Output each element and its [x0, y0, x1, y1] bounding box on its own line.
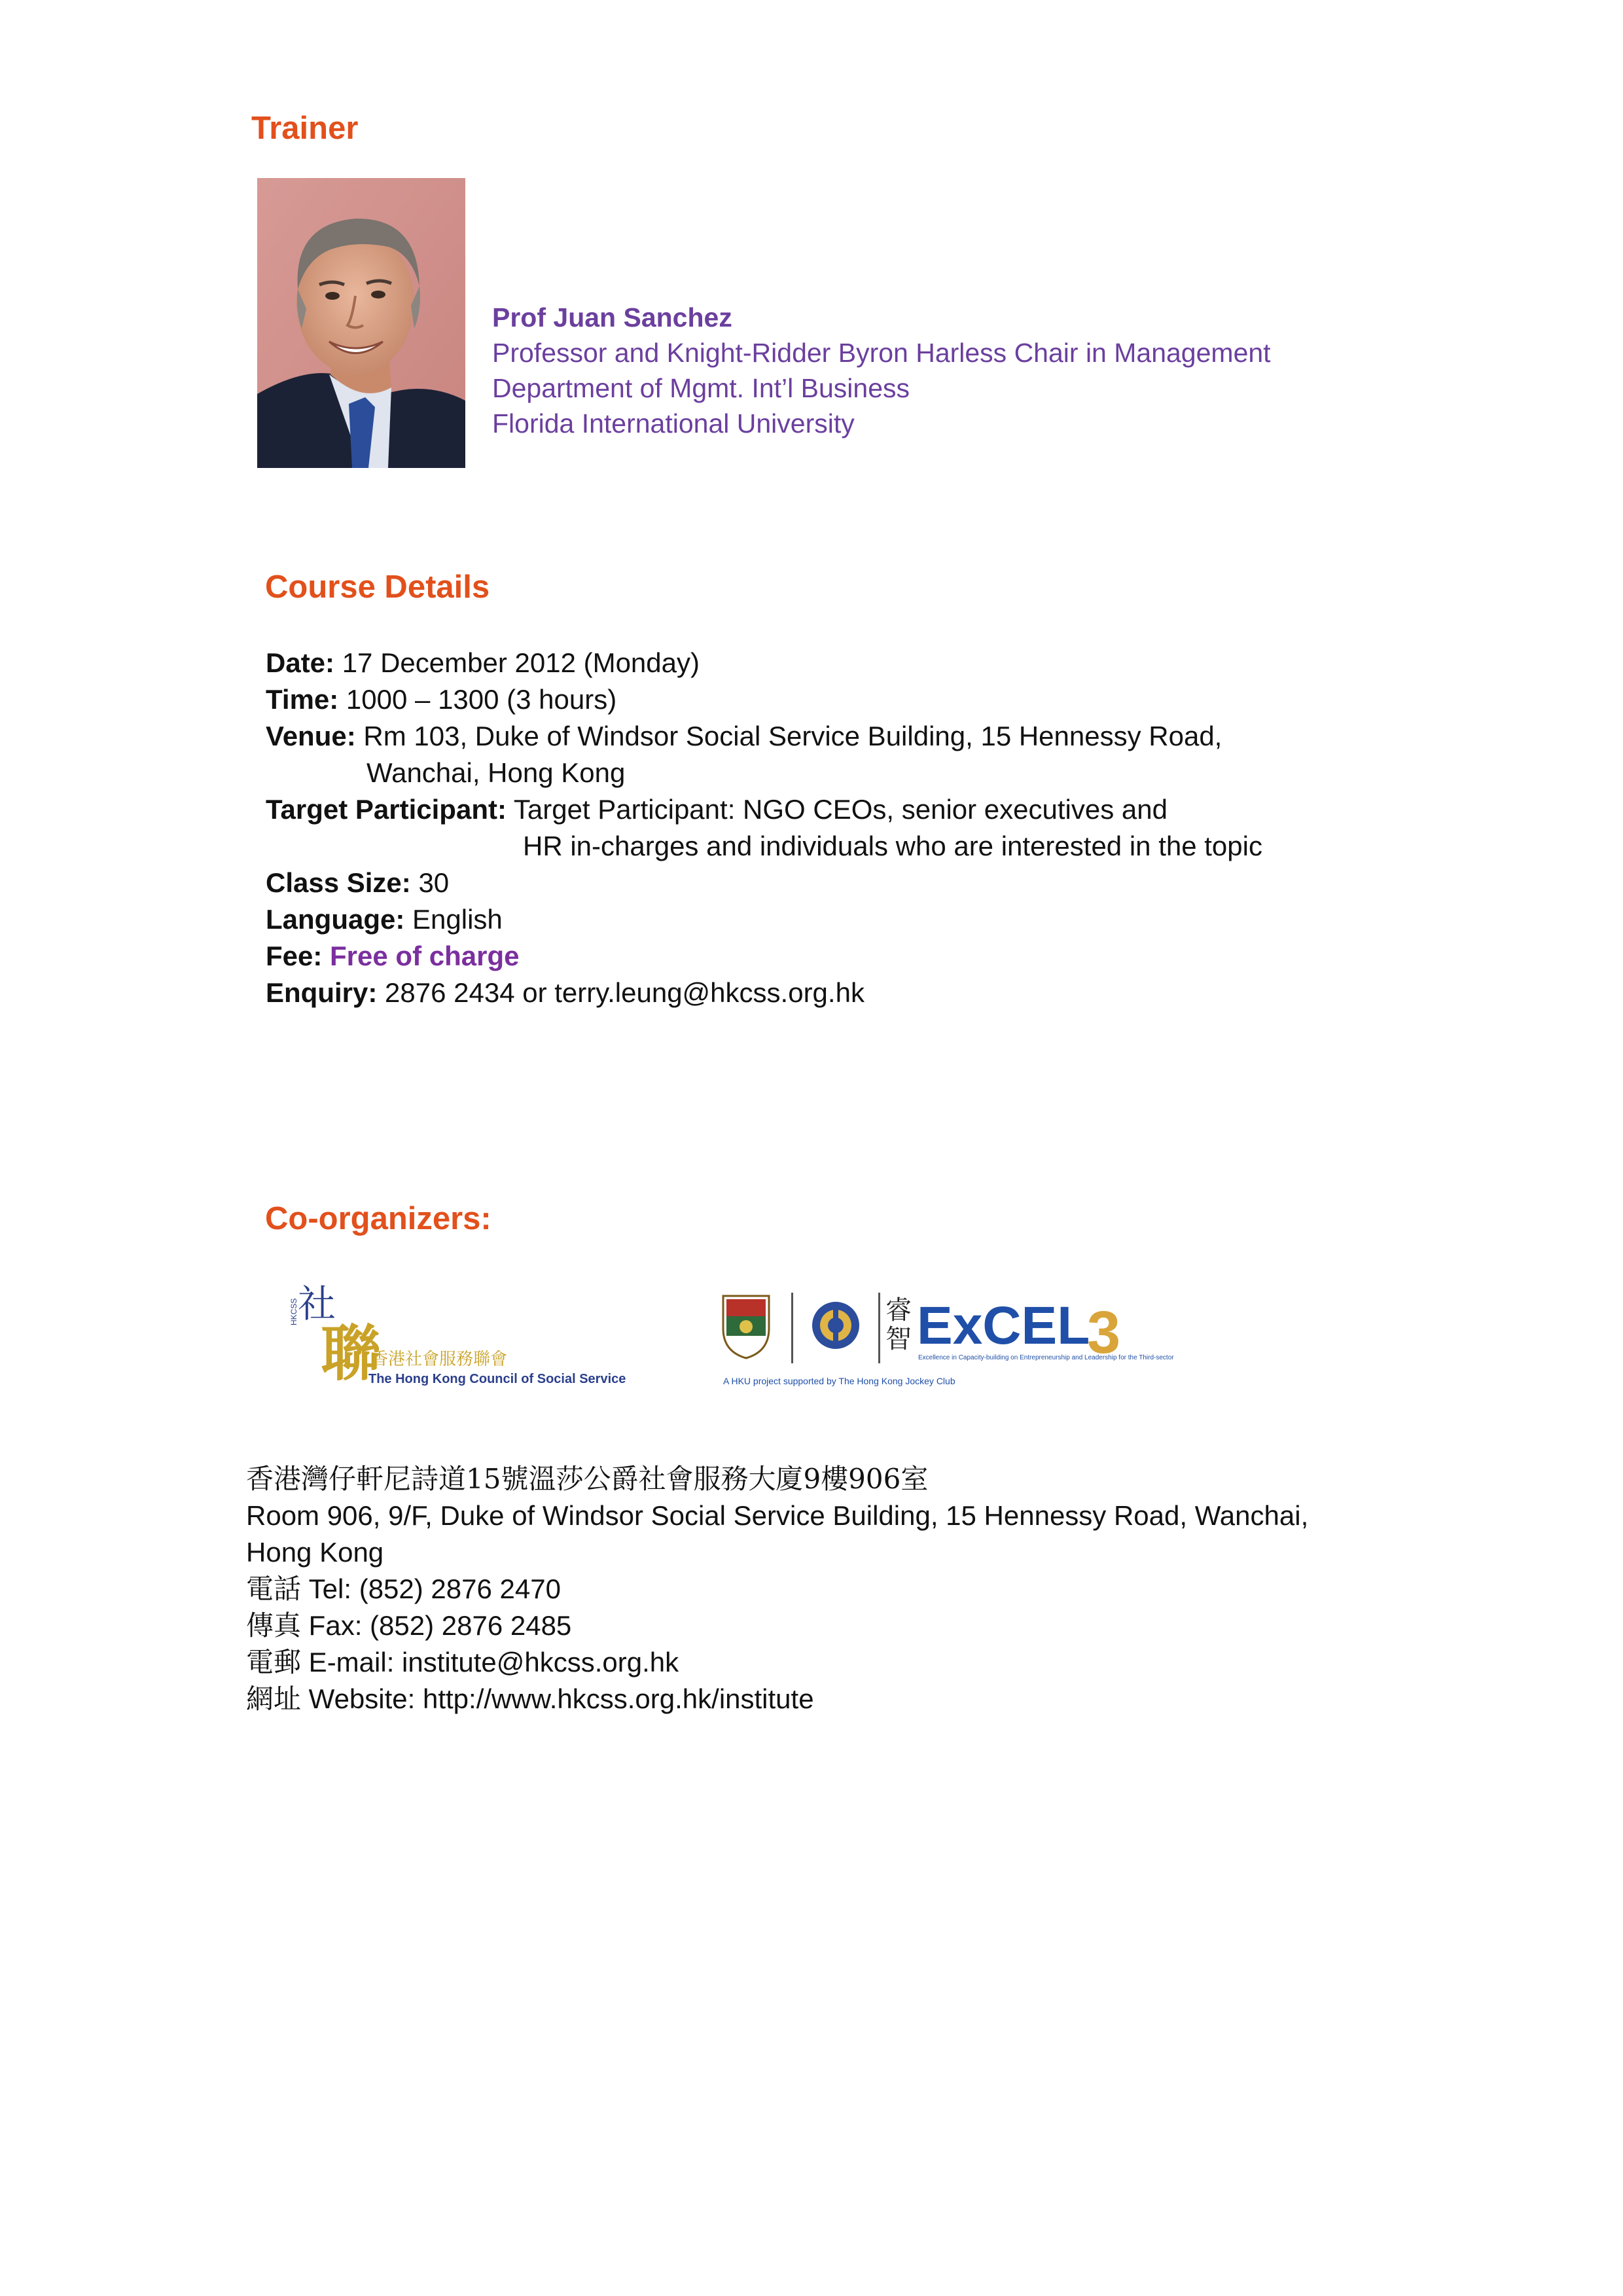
hkcss-logo-chinese: 香港社會服務聯會 [371, 1350, 508, 1369]
trainer-university: Florida International University [492, 408, 855, 439]
excel-logo-chinese-2: 智 [885, 1324, 912, 1354]
course-venue [266, 718, 1222, 755]
logo-divider-2 [878, 1293, 880, 1363]
date-label: Date: [266, 647, 335, 678]
target-value-continued: HR in-charges and individuals who are interested in the topic [523, 831, 1262, 861]
contact-email [246, 1644, 679, 1681]
fee-label: Fee: [266, 941, 323, 971]
venue-label: Venue: [266, 721, 356, 751]
excel-logo-three: 3 [1087, 1299, 1121, 1366]
excel-logo-tagline: Excellence in Capacity-building on Entrepreneurship and Leadership for the Third-sector [918, 1354, 1174, 1361]
venue-value-continued: Wanchai, Hong Kong [366, 757, 626, 788]
trainer-title: Professor and Knight-Ridder Byron Harless Chair in Management [492, 338, 1271, 368]
course-class-size [266, 865, 449, 901]
contact-tel [246, 1571, 561, 1607]
trainer-name: Prof Juan Sanchez [492, 302, 732, 332]
trainer-photo [257, 178, 465, 468]
fee-value: Free of charge [322, 941, 520, 971]
email-value[interactable]: E-mail: institute@hkcss.org.hk [301, 1647, 679, 1677]
language-value: English [404, 904, 503, 935]
venue-value: Rm 103, Duke of Windsor Social Service Building, 15 Hennessy Road, [355, 721, 1222, 751]
address-chinese: 香港灣仔軒尼詩道15號溫莎公爵社會服務大廈9樓906室 [246, 1463, 929, 1495]
contact-website [246, 1681, 814, 1717]
hkcss-logo [291, 1276, 658, 1397]
time-value: 1000 – 1300 (3 hours) [338, 684, 617, 715]
website-label-chinese: 網址 [246, 1683, 302, 1715]
excel-logo-chinese: 睿 [885, 1295, 912, 1325]
course-fee [266, 938, 519, 975]
trainer-heading: Trainer [251, 111, 359, 146]
excel-logo-support: A HKU project supported by The Hong Kong Jockey Club [723, 1376, 955, 1386]
course-enquiry [266, 975, 865, 1011]
hkcss-logo-small: HKCSS [289, 1298, 298, 1325]
hkcss-logo-english: The Hong Kong Council of Social Service [368, 1372, 626, 1386]
email-label-chinese: 電郵 [246, 1646, 302, 1678]
hkcss-logo-char-2: 聯 [321, 1318, 382, 1389]
hkcss-logo-char-1: 社 [298, 1282, 336, 1326]
emblem-icon [812, 1302, 859, 1349]
language-label: Language: [266, 904, 405, 935]
target-label: Target Participant: [266, 794, 507, 825]
enquiry-value: 2876 2434 or terry.leung@hkcss.org.hk [377, 977, 865, 1008]
hku-crest-icon [723, 1296, 769, 1358]
logo-divider [791, 1293, 793, 1363]
class-size-label: Class Size: [266, 867, 411, 898]
enquiry-label: Enquiry: [266, 977, 378, 1008]
trainer-department: Department of Mgmt. Int’l Business [492, 373, 910, 403]
fax-label-chinese: 傳真 [246, 1609, 302, 1641]
co-organizers-heading: Co-organizers: [265, 1201, 491, 1236]
website-value[interactable]: Website: http://www.hkcss.org.hk/institute [301, 1683, 814, 1714]
time-label: Time: [266, 684, 339, 715]
class-size-value: 30 [410, 867, 450, 898]
course-date [266, 645, 700, 681]
excel-logo [723, 1280, 1207, 1401]
address-english-continued: Hong Kong [246, 1537, 384, 1568]
excel-logo-name: ExCEL [917, 1296, 1090, 1355]
tel-label-chinese: 電話 [246, 1573, 302, 1605]
tel-value: Tel: (852) 2876 2470 [301, 1573, 561, 1604]
course-time [266, 681, 616, 718]
date-value: 17 December 2012 (Monday) [334, 647, 700, 678]
fax-value: Fax: (852) 2876 2485 [301, 1610, 572, 1641]
course-details-heading: Course Details [265, 569, 490, 605]
course-language [266, 901, 503, 938]
address-english: Room 906, 9/F, Duke of Windsor Social Service Building, 15 Hennessy Road, Wanchai, [246, 1500, 1309, 1531]
target-value: Target Participant: NGO CEOs, senior executives and [506, 794, 1168, 825]
contact-fax [246, 1607, 571, 1644]
course-target [266, 791, 1168, 828]
